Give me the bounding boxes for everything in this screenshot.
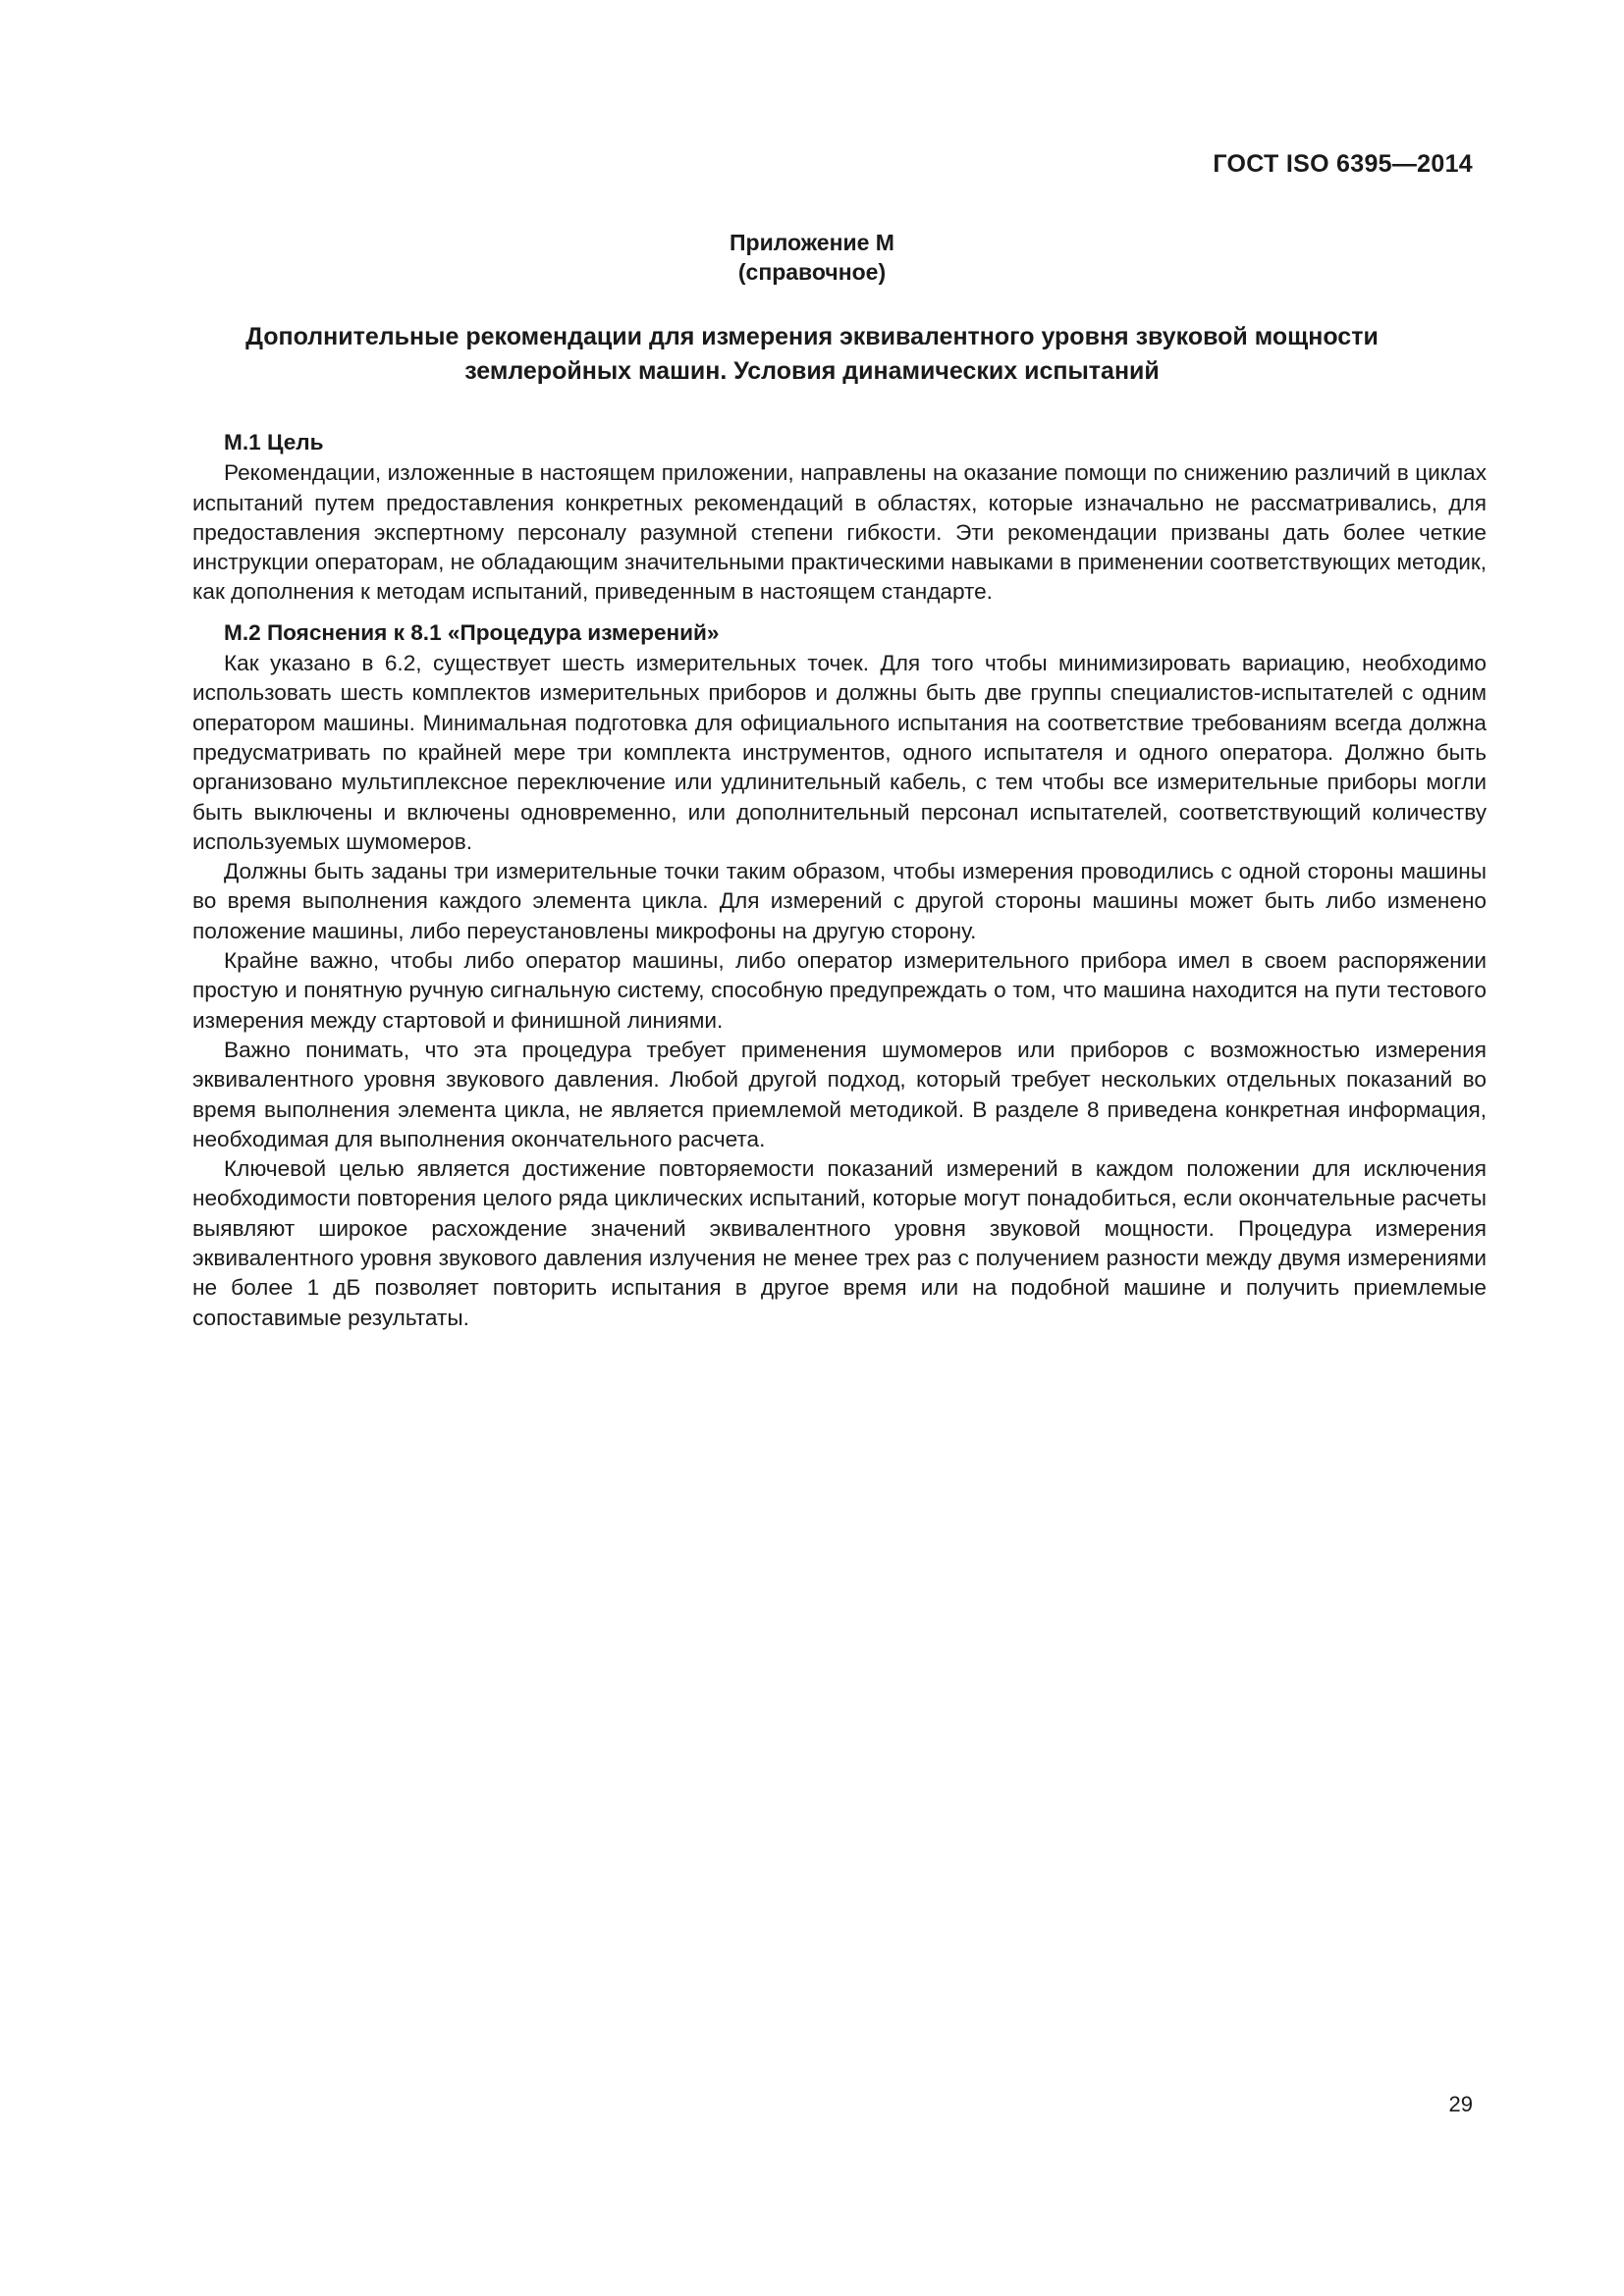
paragraph: Рекомендации, изложенные в настоящем приложении, направлены на оказание помощи по снижению различий в циклах испытаний путем предоставления конкретных рекомендаций в областях, которые изначально не рассматривались, для предоставления экспертному персоналу разумной степени гибкости. Эти рекомендации призваны дать более четкие инструкции операторам, не обладающим значительными практическими навыками в применении соответствующих методик, как дополнения к методам испытаний, приведенным в настоящем стандарте. xyxy=(192,460,1487,605)
appendix-label: Приложение М xyxy=(730,230,894,255)
standard-code-header: ГОСТ ISO 6395—2014 xyxy=(1213,150,1473,178)
appendix-heading xyxy=(0,228,1624,287)
paragraph: Крайне важно, чтобы либо оператор машины, либо оператор измерительного прибора имел в своем распоряжении простую и понятную ручную сигнальную систему, способную предупреждать о том, что машина находится на пути тестового измерения между стартовой и финишной линиями. xyxy=(192,948,1487,1033)
appendix-type: (справочное) xyxy=(737,259,887,285)
document-body xyxy=(192,428,1487,1333)
paragraph: Важно понимать, что эта процедура требует применения шумомеров или приборов с возможностью измерения эквивалентного уровня звукового давления. Любой другой подход, который требует нескольких отдельных показаний во время выполнения элемента цикла, не является приемлемой методикой. В разделе 8 приведена конкретная информация, необходимая для выполнения окончательного расчета. xyxy=(192,1037,1487,1151)
paragraph: Как указано в 6.2, существует шесть измерительных точек. Для того чтобы минимизировать вариацию, необходимо использовать шесть комплектов измерительных приборов и должны быть две группы специалистов-испытателей с одним оператором машины. Минимальная подготовка для официального испытания на соответствие требованиям всегда должна предусматривать по крайней мере три комплекта инструментов, одного испытателя и одного оператора. Должно быть организовано мультиплексное переключение или удлинительный кабель, с тем чтобы все измерительные приборы могли быть выключены и включены одновременно, или дополнительный персонал испытателей, соответствующий количеству используемых шумомеров. xyxy=(192,651,1487,854)
section-m2 xyxy=(192,618,1487,1333)
page-number: 29 xyxy=(1448,2092,1473,2116)
document-title xyxy=(147,320,1477,389)
paragraph: Должны быть заданы три измерительные точки таким образом, чтобы измерения проводились с одной стороны машины во время выполнения каждого элемента цикла. Для измерений с другой стороны машины может быть либо изменено положение машины, либо переустановлены микрофоны на другую сторону. xyxy=(192,859,1487,943)
section-heading: М.2 Пояснения к 8.1 «Процедура измерений» xyxy=(224,619,720,645)
document-title-line-2: землеройных машин. Условия динамических испытаний xyxy=(464,357,1160,385)
section-m1 xyxy=(192,428,1487,608)
document-title-line-1: Дополнительные рекомендации для измерения эквивалентного уровня звуковой мощности xyxy=(245,323,1379,350)
section-heading: М.1 Цель xyxy=(224,430,324,454)
paragraph: Ключевой целью является достижение повторяемости показаний измерений в каждом положении для исключения необходимости повторения целого ряда циклических испытаний, которые могут понадобиться, если окончательные расчеты выявляют широкое расхождение значений эквивалентного уровня звуковой мощности. Процедура измерения эквивалентного уровня звукового давления излучения не менее трех раз с получением разности между двумя измерениями не более 1 дБ позволяет повторить испытания в другое время или на подобной машине и получить приемлемые сопоставимые результаты. xyxy=(192,1156,1487,1330)
